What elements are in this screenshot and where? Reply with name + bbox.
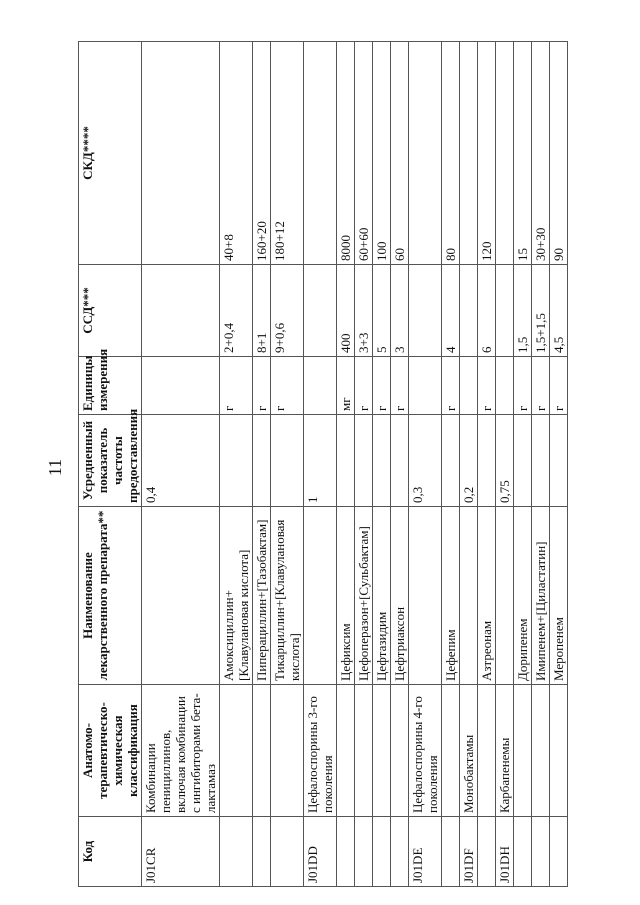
cell-unit: г [355, 357, 373, 415]
cell-freq [532, 415, 550, 507]
header-frequency: Усредненный показатель частоты предоставления [79, 415, 142, 507]
cell-freq [514, 415, 532, 507]
cell-class [355, 685, 373, 817]
cell-unit [409, 357, 442, 415]
cell-drug [142, 507, 220, 685]
cell-ssd: 6 [478, 265, 496, 357]
cell-class [337, 685, 355, 817]
cell-drug [460, 507, 478, 685]
cell-freq [337, 415, 355, 507]
table-row [532, 42, 550, 887]
cell-unit: г [271, 357, 304, 415]
cell-drug: Меропенем [550, 507, 568, 685]
cell-freq: 0,2 [460, 415, 478, 507]
cell-code [220, 817, 253, 887]
cell-skd [304, 42, 337, 265]
cell-code [355, 817, 373, 887]
cell-unit: г [514, 357, 532, 415]
cell-skd: 60 [391, 42, 409, 265]
cell-skd [409, 42, 442, 265]
cell-freq: 1 [304, 415, 337, 507]
table-row [442, 42, 460, 887]
cell-drug: Пиперациллин+[Тазобактам] [253, 507, 271, 685]
cell-class: Цефалоспорины 3-го поколения [304, 685, 337, 817]
table-row [496, 42, 514, 887]
cell-unit: мг [337, 357, 355, 415]
cell-drug: Цефиксим [337, 507, 355, 685]
cell-unit: г [442, 357, 460, 415]
cell-code [478, 817, 496, 887]
cell-ssd [460, 265, 478, 357]
cell-drug [496, 507, 514, 685]
table-row [142, 42, 220, 887]
cell-freq [391, 415, 409, 507]
cell-freq [478, 415, 496, 507]
cell-class [271, 685, 304, 817]
cell-drug: Цефепим [442, 507, 460, 685]
cell-unit [496, 357, 514, 415]
cell-code: J01DE [409, 817, 442, 887]
table-row [271, 42, 304, 887]
cell-code [514, 817, 532, 887]
cell-skd: 160+20 [253, 42, 271, 265]
cell-drug: Тикарциллин+[Клавулановая кислота] [271, 507, 304, 685]
cell-freq [550, 415, 568, 507]
header-drug-name: Наименование лекарственного препарата** [79, 507, 142, 685]
cell-class [442, 685, 460, 817]
table-row [391, 42, 409, 887]
table-row [460, 42, 478, 887]
table-row [478, 42, 496, 887]
cell-class: Карбапенемы [496, 685, 514, 817]
cell-drug: Азтреонам [478, 507, 496, 685]
table-row [373, 42, 391, 887]
cell-skd: 100 [373, 42, 391, 265]
cell-ssd: 4 [442, 265, 460, 357]
cell-code [373, 817, 391, 887]
cell-code [532, 817, 550, 887]
cell-ssd [142, 265, 220, 357]
cell-code [253, 817, 271, 887]
cell-class [550, 685, 568, 817]
cell-ssd: 2+0,4 [220, 265, 253, 357]
cell-code: J01CR [142, 817, 220, 887]
cell-class [220, 685, 253, 817]
cell-unit [142, 357, 220, 415]
cell-class [478, 685, 496, 817]
header-skd: СКД**** [79, 42, 142, 265]
table-row [337, 42, 355, 887]
header-row [79, 42, 142, 887]
cell-skd: 120 [478, 42, 496, 265]
cell-unit [460, 357, 478, 415]
drug-table [78, 41, 568, 887]
cell-unit: г [478, 357, 496, 415]
header-atc-class: Анатомо-терапевтическо-химическая классификация [79, 685, 142, 817]
cell-drug: Имипенем+[Циластатин] [532, 507, 550, 685]
cell-freq [271, 415, 304, 507]
cell-drug: Цефтазидим [373, 507, 391, 685]
cell-code [550, 817, 568, 887]
table-row [220, 42, 253, 887]
cell-unit [304, 357, 337, 415]
table-row [514, 42, 532, 887]
table-row [304, 42, 337, 887]
cell-skd: 15 [514, 42, 532, 265]
cell-code: J01DF [460, 817, 478, 887]
cell-freq [355, 415, 373, 507]
cell-ssd: 400 [337, 265, 355, 357]
cell-ssd: 3+3 [355, 265, 373, 357]
cell-class [532, 685, 550, 817]
table-body [142, 42, 568, 887]
cell-freq [220, 415, 253, 507]
cell-freq: 0,75 [496, 415, 514, 507]
cell-class: Монобактамы [460, 685, 478, 817]
cell-drug: Амоксициллин+[Клавулановая кислота] [220, 507, 253, 685]
cell-unit: г [373, 357, 391, 415]
rotated-page [40, 40, 600, 895]
cell-freq: 0,3 [409, 415, 442, 507]
cell-ssd: 5 [373, 265, 391, 357]
cell-code: J01DD [304, 817, 337, 887]
cell-skd: 60+60 [355, 42, 373, 265]
cell-freq [373, 415, 391, 507]
cell-drug [409, 507, 442, 685]
header-unit: Единицы измерения [79, 357, 142, 415]
cell-class [514, 685, 532, 817]
cell-freq: 0,4 [142, 415, 220, 507]
cell-skd: 40+8 [220, 42, 253, 265]
table-row [409, 42, 442, 887]
cell-skd [496, 42, 514, 265]
cell-unit: г [532, 357, 550, 415]
cell-class [373, 685, 391, 817]
cell-class: Цефалоспорины 4-го поколения [409, 685, 442, 817]
cell-drug: Дорипенем [514, 507, 532, 685]
cell-ssd [304, 265, 337, 357]
cell-skd [460, 42, 478, 265]
cell-code [442, 817, 460, 887]
cell-class [391, 685, 409, 817]
cell-ssd [409, 265, 442, 357]
cell-ssd: 4,5 [550, 265, 568, 357]
cell-unit: г [391, 357, 409, 415]
table-row [253, 42, 271, 887]
cell-skd: 180+12 [271, 42, 304, 265]
cell-freq [442, 415, 460, 507]
cell-skd: 8000 [337, 42, 355, 265]
header-ssd: ССД*** [79, 265, 142, 357]
cell-code: J01DH [496, 817, 514, 887]
cell-code [337, 817, 355, 887]
table-row [355, 42, 373, 887]
cell-code [271, 817, 304, 887]
header-code: Код [79, 817, 142, 887]
cell-skd: 80 [442, 42, 460, 265]
cell-unit: г [550, 357, 568, 415]
cell-ssd: 1,5 [514, 265, 532, 357]
page-number: 11 [45, 458, 65, 477]
cell-skd: 30+30 [532, 42, 550, 265]
cell-unit: г [253, 357, 271, 415]
cell-class [253, 685, 271, 817]
cell-skd: 90 [550, 42, 568, 265]
cell-ssd [496, 265, 514, 357]
cell-drug [304, 507, 337, 685]
cell-drug: Цефоперазон+[Сульбактам] [355, 507, 373, 685]
cell-code [391, 817, 409, 887]
cell-unit: г [220, 357, 253, 415]
cell-ssd: 9+0,6 [271, 265, 304, 357]
cell-ssd: 8+1 [253, 265, 271, 357]
cell-class: Комбинации пенициллинов, включая комбинации с ингибиторами бета-лактамаз [142, 685, 220, 817]
table-row [550, 42, 568, 887]
cell-skd [142, 42, 220, 265]
cell-freq [253, 415, 271, 507]
cell-drug: Цефтриаксон [391, 507, 409, 685]
cell-ssd: 3 [391, 265, 409, 357]
cell-ssd: 1,5+1,5 [532, 265, 550, 357]
